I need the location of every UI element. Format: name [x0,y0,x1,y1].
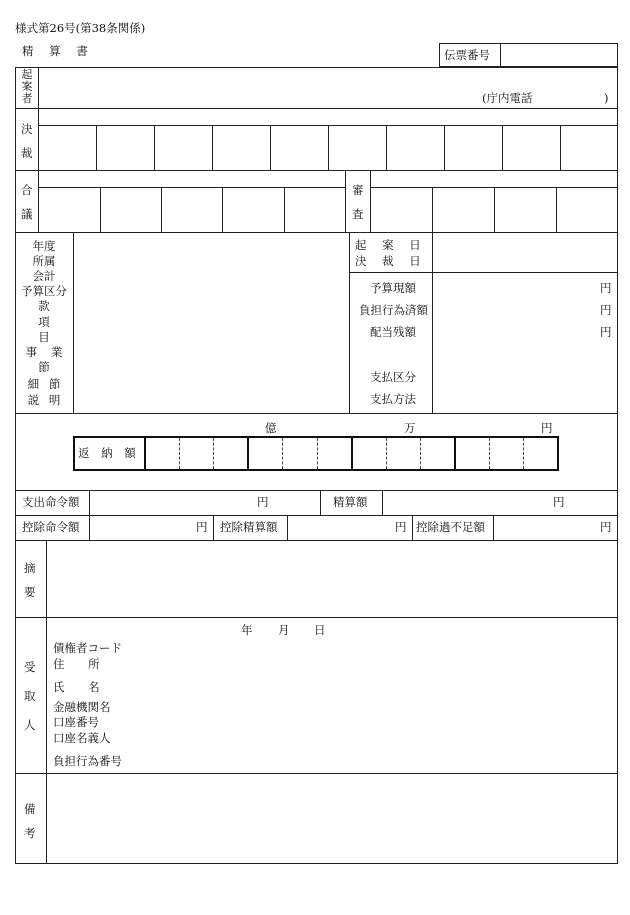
budget-label-moku: 目 [38,330,50,344]
form-title: 精 算 書 [22,44,94,58]
drafter-field[interactable] [40,69,460,105]
dates-field[interactable] [434,234,616,270]
budget-label-account: 会計 [32,269,56,283]
deduction-shortfall-field[interactable] [495,517,595,538]
budget-label-year: 年度 [32,239,56,253]
deduction-settlement-field[interactable] [289,517,389,538]
approval-date-label: 決 裁 日 [355,254,421,268]
commitment-number-label: 負担行為番号 [53,754,122,768]
approval-label-2: 裁 [21,146,33,160]
summary-label-1: 摘 [24,561,36,575]
draft-date-label: 起 案 日 [355,238,421,252]
deduction-shortfall-label: 控除過不足額 [416,520,485,534]
remarks-field[interactable] [48,775,616,862]
summary-field[interactable] [48,542,616,615]
address-label: 住 所 [53,657,100,671]
voucher-number-label: 伝票番号 [444,48,490,62]
committed-amount-label: 負担行為済額 [359,303,428,317]
budget-label-kou: 項 [38,315,50,329]
payment-category-label: 支払区分 [370,370,416,384]
payment-order-field[interactable] [91,492,251,513]
review-label-2: 査 [352,207,364,221]
drafter-phone-label: (庁内電話 [482,91,533,105]
consultation-label-2: 議 [21,207,33,221]
bank-name-label: 金融機関名 [53,700,111,714]
drafter-phone-close: ) [604,91,609,105]
amounts-field[interactable] [434,274,594,411]
refund-unit-yen: 円 [541,421,553,435]
settlement-field[interactable] [384,492,548,513]
recipient-label-3: 人 [24,718,36,732]
budget-label-project: 事 業 [25,345,63,359]
yen-unit: 円 [257,495,269,509]
recipient-label-1: 受 [24,660,36,674]
date-day-label: 日 [314,623,326,637]
budget-label-budget-category: 予算区分 [21,284,67,298]
budget-info-field[interactable] [75,234,347,411]
refund-amount-label: 返 納 額 [78,446,136,460]
remarks-label-2: 考 [24,826,36,840]
budget-label-kan: 款 [38,299,50,313]
deduction-order-field[interactable] [91,517,191,538]
budget-label-setsu: 節 [38,360,50,374]
recipient-label-2: 取 [24,689,36,703]
yen-unit: 円 [196,520,208,534]
yen-unit: 円 [600,303,612,317]
account-holder-label: 口座名義人 [53,731,111,745]
remarks-label-1: 備 [24,802,36,816]
refund-amount-field[interactable] [146,438,556,469]
yen-unit: 円 [395,520,407,534]
review-label-1: 審 [352,183,364,197]
budget-label-sub-setsu: 細 節 [27,377,61,391]
voucher-number-field[interactable] [501,44,617,66]
budget-label-department: 所属 [32,254,56,268]
name-label: 氏 名 [53,680,100,694]
form-number: 様式第26号(第38条関係) [15,21,146,35]
allocation-balance-label: 配当残額 [370,325,416,339]
consultation-label-1: 合 [21,183,33,197]
deduction-order-label: 控除命令額 [22,520,80,534]
deduction-settlement-label: 控除精算額 [220,520,278,534]
settlement-label: 精算額 [333,495,368,509]
current-budget-label: 予算現額 [370,281,416,295]
creditor-code-label: 債権者コード [53,641,122,655]
yen-unit: 円 [600,325,612,339]
date-year-label: 年 [241,623,253,637]
drafter-label: 起案者 [21,68,33,105]
yen-unit: 円 [600,281,612,295]
yen-unit: 円 [600,520,612,534]
refund-unit-oku: 億 [265,421,277,435]
approval-label-1: 決 [21,122,33,136]
refund-unit-man: 万 [404,421,416,435]
payment-method-label: 支払方法 [370,392,416,406]
budget-label-description: 説 明 [27,393,61,407]
summary-label-2: 要 [24,585,36,599]
recipient-field[interactable] [140,640,614,770]
account-number-label: 口座番号 [53,715,99,729]
yen-unit: 円 [553,495,565,509]
date-month-label: 月 [278,623,290,637]
payment-order-label: 支出命令額 [22,495,80,509]
